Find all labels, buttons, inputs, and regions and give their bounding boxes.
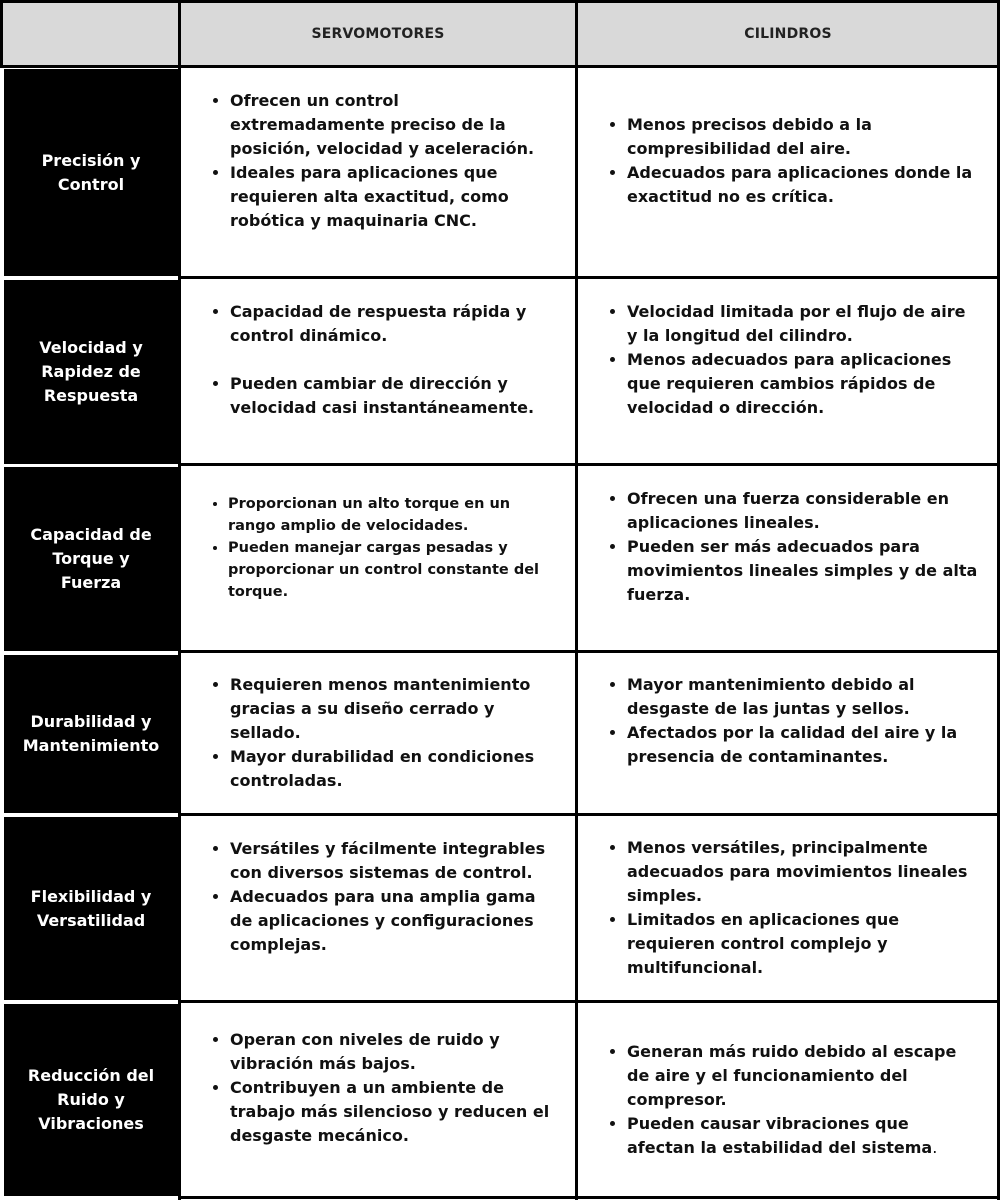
servo-cell-torque (181, 467, 575, 651)
servo-list-flexibilidad (209, 837, 555, 957)
header-corner (2, 2, 178, 66)
cyl-list-velocidad (606, 300, 978, 420)
cyl-cell-durabilidad (578, 655, 998, 813)
list-item: • Menos adecuados para aplicaciones que requieren cambios rápidos de velocidad o dirección. (627, 348, 978, 420)
row-label-durabilidad: Durabilidad y Mantenimiento (4, 655, 178, 813)
list-item: • Afectados por la calidad del aire y la presencia de contaminantes. (627, 721, 978, 769)
servo-list-torque (207, 493, 555, 603)
row-divider (178, 650, 1000, 653)
border-top (0, 0, 1000, 3)
cyl-list-torque (606, 487, 978, 607)
row-label-velocidad: Velocidad y Rapidez de Respuesta (4, 280, 178, 464)
row-divider (178, 813, 1000, 816)
list-item: • Contribuyen a un ambiente de trabajo más silencioso y reducen el desgaste mecánico. (230, 1076, 555, 1148)
row-divider (178, 463, 1000, 466)
list-item: • Generan más ruido debido al escape de aire y el funcionamiento del compresor. (627, 1040, 978, 1112)
cyl-list-durabilidad (606, 673, 978, 769)
servo-cell-velocidad (181, 280, 575, 464)
servo-cell-ruido (181, 1004, 575, 1196)
cyl-cell-velocidad (578, 280, 998, 464)
list-item: • Requieren menos mantenimiento gracias a su diseño cerrado y sellado. (230, 673, 555, 745)
list-item-text: Pueden causar vibraciones que afectan la estabilidad del sistema (627, 1114, 933, 1157)
list-item: • Ideales para aplicaciones que requieren alta exactitud, como robótica y maquinaria CNC. (230, 161, 555, 233)
list-item: • Adecuados para aplicaciones donde la exactitud no es crítica. (627, 161, 978, 209)
cyl-list-precision (606, 113, 978, 209)
header-servomotores: SERVOMOTORES (181, 2, 575, 66)
cyl-cell-precision (578, 69, 998, 276)
row-divider (178, 276, 1000, 279)
row-label-ruido: Reducción del Ruido y Vibraciones (4, 1004, 178, 1196)
servo-list-durabilidad (209, 673, 555, 793)
list-item: • Pueden manejar cargas pesadas y proporcionar un control constante del torque. (228, 537, 555, 603)
servo-cell-precision (181, 69, 575, 276)
row-label-precision: Precisión y Control (4, 69, 178, 276)
list-item: • Velocidad limitada por el flujo de aire y la longitud del cilindro. (627, 300, 978, 348)
list-item: • Adecuados para una amplia gama de aplicaciones y configuraciones complejas. (230, 885, 555, 957)
cyl-list-flexibilidad (606, 836, 978, 980)
servo-cell-durabilidad (181, 655, 575, 813)
list-item: • Versátiles y fácilmente integrables con diversos sistemas de control. (230, 837, 555, 885)
cyl-cell-ruido (578, 1004, 998, 1196)
list-item: • Limitados en aplicaciones que requieren control complejo y multifuncional. (627, 908, 978, 980)
list-item: • Pueden cambiar de dirección y velocidad casi instantáneamente. (230, 372, 555, 420)
border-header-bottom (0, 65, 1000, 68)
list-item: • Pueden ser más adecuados para movimientos lineales simples y de alta fuerza. (627, 535, 978, 607)
list-item: • Proporcionan un alto torque en un rango amplio de velocidades. (228, 493, 555, 537)
list-item (627, 1112, 978, 1160)
cyl-cell-flexibilidad (578, 817, 998, 1000)
list-item: • Ofrecen una fuerza considerable en aplicaciones lineales. (627, 487, 978, 535)
col-divider (178, 0, 181, 1200)
border-bottom (178, 1196, 1000, 1199)
cyl-list-ruido (606, 1040, 978, 1160)
list-item: • Operan con niveles de ruido y vibración más bajos. (230, 1028, 555, 1076)
servo-list-velocidad (209, 300, 555, 420)
list-item: • Menos versátiles, principalmente adecuados para movimientos lineales simples. (627, 836, 978, 908)
servo-list-precision (209, 89, 555, 233)
border-left (0, 0, 3, 68)
list-item: • Mayor mantenimiento debido al desgaste de las juntas y sellos. (627, 673, 978, 721)
row-divider (178, 1000, 1000, 1003)
col-divider (575, 0, 578, 1200)
list-item: • Mayor durabilidad en condiciones controladas. (230, 745, 555, 793)
row-label-flexibilidad: Flexibilidad y Versatilidad (4, 817, 178, 1000)
row-label-torque: Capacidad de Torque y Fuerza (4, 467, 178, 651)
cyl-cell-torque (578, 467, 998, 651)
list-item: • Menos precisos debido a la compresibilidad del aire. (627, 113, 978, 161)
header-cilindros: CILINDROS (578, 2, 998, 66)
trailing-period: . (932, 1138, 938, 1157)
servo-cell-flexibilidad (181, 817, 575, 1000)
servo-list-ruido (209, 1028, 555, 1148)
list-item: • Ofrecen un control extremadamente preciso de la posición, velocidad y aceleración. (230, 89, 555, 161)
list-item: • Capacidad de respuesta rápida y control dinámico. (230, 300, 555, 348)
